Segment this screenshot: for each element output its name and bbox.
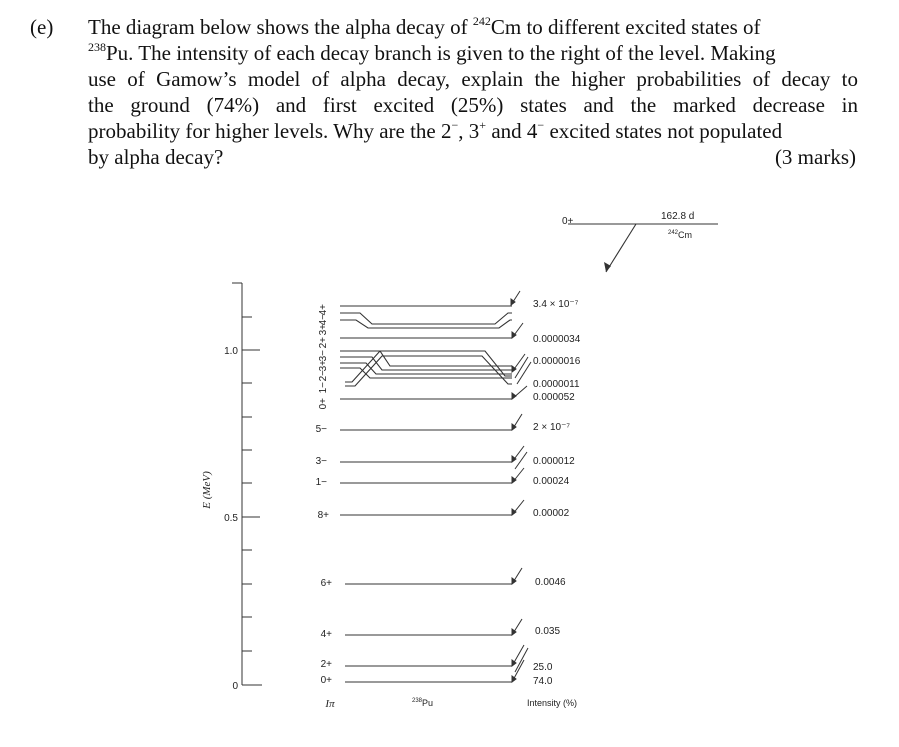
intensity-value: 0.00002 (533, 508, 570, 519)
spin-label: 3− (315, 456, 327, 467)
parent-level (562, 211, 718, 272)
daughter-nucleus-label: $^{238}$Pu (412, 698, 434, 708)
intensity-value: 2 × 10⁻⁷ (533, 422, 570, 433)
spin-label: 2− (318, 370, 329, 382)
intensity-value: 0.035 (535, 626, 561, 637)
axis-title: E (MeV) (201, 471, 213, 509)
spin-label: 0+ (320, 675, 332, 686)
spin-label: 5− (315, 424, 327, 435)
spin-label: 8+ (317, 510, 329, 521)
question-line-2: $^{238}$Pu. The intensity of each decay branch is given to the right of the level. Making (88, 40, 776, 65)
axis-tick-label: 0.5 (224, 513, 238, 524)
energy-levels (340, 306, 512, 682)
parent-halflife: 162.8 d (661, 211, 695, 222)
spin-label: 0+ (318, 398, 329, 410)
intensity-value: 0.0000016 (533, 356, 581, 367)
question-label: (e) (30, 15, 54, 39)
spin-label: 4− (318, 314, 329, 326)
spin-label: 2+ (320, 659, 332, 670)
spin-label: 3+ (318, 324, 329, 336)
intensity-value: 25.0 (533, 662, 553, 673)
energy-axis (232, 283, 262, 685)
spin-label: 4+ (318, 304, 329, 316)
intensity-value: 3.4 × 10⁻⁷ (533, 299, 579, 310)
parent-spin: 0+ (562, 216, 574, 227)
alpha-arrows (511, 291, 531, 682)
intensity-value: 0.0046 (535, 577, 566, 588)
intensity-value: 0.000012 (533, 456, 575, 467)
intensity-value: 0.00024 (533, 476, 570, 487)
spin-labels (316, 304, 333, 686)
spin-label: 4+ (320, 629, 332, 640)
axis-tick-label: 1.0 (224, 346, 238, 357)
spin-column-label: Iπ (325, 698, 335, 710)
intensity-value: 0.0000011 (533, 379, 580, 390)
spin-label: 6+ (320, 578, 332, 589)
intensity-value: 0.000052 (533, 392, 575, 403)
intensity-value: 0.0000034 (533, 334, 581, 345)
spin-label: 3− (318, 350, 329, 362)
question-line-6: by alpha decay? (88, 145, 224, 169)
question-line-5: probability for higher levels. Why are the 2−, 3+ and 4− excited states not populated (88, 118, 783, 143)
intensity-value: 74.0 (533, 676, 553, 687)
intensity-labels (533, 299, 581, 687)
spin-label: 1− (318, 382, 329, 394)
spin-label: 1− (315, 477, 327, 488)
intensity-header: Intensity (%) (527, 698, 578, 708)
spin-label: 3+ (318, 360, 329, 372)
marks-label: (3 marks) (774, 145, 856, 169)
question-line-4: the ground (74%) and first excited (25%) states and the marked decrease in (88, 93, 858, 117)
spin-label: 2+ (318, 337, 329, 349)
question-line-3: use of Gamow’s model of alpha decay, explain the higher probabilities of decay to (88, 67, 858, 91)
parent-nucleus-label: $^{242}$Cm (668, 230, 693, 240)
axis-tick-label: 0 (232, 681, 238, 692)
question-line-1: The diagram below shows the alpha decay of $^{242}$Cm to different excited states of (88, 14, 761, 39)
parent-decay-arrow (606, 224, 636, 272)
